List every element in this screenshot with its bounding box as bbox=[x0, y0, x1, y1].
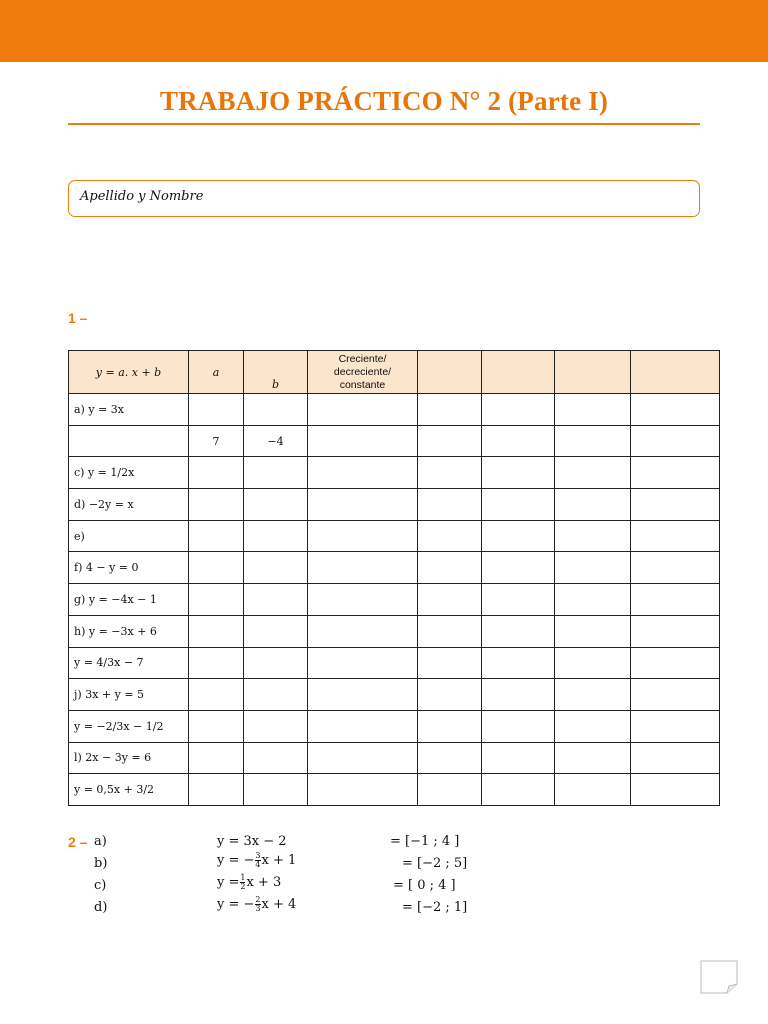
cell-extra-1 bbox=[418, 710, 482, 742]
header-crec: Creciente/ decreciente/ constante bbox=[308, 351, 418, 394]
row-label: a) y = 3x bbox=[69, 394, 189, 426]
item-letter: c) bbox=[94, 878, 107, 893]
cell-extra-3 bbox=[555, 552, 631, 584]
table-row bbox=[69, 552, 720, 584]
cell-extra-3 bbox=[555, 457, 631, 489]
item-equation bbox=[217, 834, 287, 849]
cell-extra-3 bbox=[555, 679, 631, 711]
cell-crec bbox=[308, 774, 418, 806]
row-label: y = 4/3x − 7 bbox=[69, 647, 189, 679]
cell-extra-2 bbox=[482, 425, 555, 457]
cell-b bbox=[244, 615, 308, 647]
table-row bbox=[69, 679, 720, 711]
cell-extra-3 bbox=[555, 425, 631, 457]
cell-extra-4 bbox=[631, 615, 720, 647]
equation-suffix: x + 1 bbox=[261, 853, 297, 868]
cell-extra-2 bbox=[482, 457, 555, 489]
row-label: c) y = 1/2x bbox=[69, 457, 189, 489]
fraction bbox=[255, 852, 260, 869]
cell-extra-1 bbox=[418, 679, 482, 711]
row-label: y = 0,5x + 3/2 bbox=[69, 774, 189, 806]
cell-extra-1 bbox=[418, 647, 482, 679]
cell-extra-3 bbox=[555, 394, 631, 426]
header-equation: y = a. x + b bbox=[69, 351, 189, 394]
table-row bbox=[69, 520, 720, 552]
table-row bbox=[69, 710, 720, 742]
cell-extra-4 bbox=[631, 457, 720, 489]
equation-suffix: x + 3 bbox=[246, 875, 282, 890]
cell-extra-2 bbox=[482, 584, 555, 616]
fraction bbox=[255, 896, 260, 913]
cell-extra-2 bbox=[482, 489, 555, 521]
cell-crec bbox=[308, 742, 418, 774]
cell-crec bbox=[308, 710, 418, 742]
cell-crec bbox=[308, 584, 418, 616]
item-interval: = [−1 ; 4 ] bbox=[390, 834, 460, 849]
cell-a bbox=[189, 520, 244, 552]
fraction-numerator: 3 bbox=[255, 851, 261, 860]
row-label: j) 3x + y = 5 bbox=[69, 679, 189, 711]
cell-extra-4 bbox=[631, 584, 720, 616]
cell-a bbox=[189, 489, 244, 521]
row-label: h) y = −3x + 6 bbox=[69, 615, 189, 647]
table-row bbox=[69, 615, 720, 647]
table-row bbox=[69, 425, 720, 457]
cell-b bbox=[244, 679, 308, 711]
cell-b bbox=[244, 710, 308, 742]
fraction bbox=[240, 874, 245, 891]
cell-extra-1 bbox=[418, 615, 482, 647]
cell-extra-1 bbox=[418, 394, 482, 426]
cell-extra-3 bbox=[555, 710, 631, 742]
table-row bbox=[69, 584, 720, 616]
cell-extra-2 bbox=[482, 394, 555, 426]
title-divider bbox=[68, 123, 700, 125]
cell-b: −4 bbox=[244, 425, 308, 457]
row-label: y = −2/3x − 1/2 bbox=[69, 710, 189, 742]
cell-extra-3 bbox=[555, 520, 631, 552]
table-header-row bbox=[69, 351, 720, 394]
header-band bbox=[0, 0, 768, 62]
fraction-numerator: 1 bbox=[240, 873, 246, 882]
cell-extra-1 bbox=[418, 552, 482, 584]
cell-extra-3 bbox=[555, 774, 631, 806]
item-letter: b) bbox=[94, 856, 108, 871]
cell-crec bbox=[308, 425, 418, 457]
cell-extra-2 bbox=[482, 742, 555, 774]
cell-extra-4 bbox=[631, 710, 720, 742]
row-label: d) −2y = x bbox=[69, 489, 189, 521]
cell-extra-1 bbox=[418, 520, 482, 552]
item-equation bbox=[217, 874, 281, 891]
cell-crec bbox=[308, 679, 418, 711]
cell-a bbox=[189, 457, 244, 489]
item-interval: = [ 0 ; 4 ] bbox=[393, 878, 456, 893]
cell-extra-3 bbox=[555, 584, 631, 616]
item-equation bbox=[217, 852, 296, 869]
cell-a bbox=[189, 679, 244, 711]
header-extra-3 bbox=[555, 351, 631, 394]
cell-crec bbox=[308, 489, 418, 521]
cell-extra-2 bbox=[482, 552, 555, 584]
cell-a bbox=[189, 552, 244, 584]
row-label: l) 2x − 3y = 6 bbox=[69, 742, 189, 774]
cell-a bbox=[189, 710, 244, 742]
cell-a bbox=[189, 584, 244, 616]
cell-b bbox=[244, 457, 308, 489]
cell-extra-2 bbox=[482, 710, 555, 742]
cell-crec bbox=[308, 394, 418, 426]
fraction-numerator: 2 bbox=[255, 895, 261, 904]
cell-extra-4 bbox=[631, 520, 720, 552]
header-extra-1 bbox=[418, 351, 482, 394]
cell-extra-4 bbox=[631, 774, 720, 806]
cell-extra-4 bbox=[631, 425, 720, 457]
cell-b bbox=[244, 647, 308, 679]
fraction-denominator: 4 bbox=[255, 860, 261, 869]
cell-extra-1 bbox=[418, 457, 482, 489]
cell-extra-2 bbox=[482, 647, 555, 679]
cell-crec bbox=[308, 647, 418, 679]
cell-extra-3 bbox=[555, 742, 631, 774]
cell-a bbox=[189, 394, 244, 426]
cell-b bbox=[244, 520, 308, 552]
cell-extra-3 bbox=[555, 489, 631, 521]
cell-crec bbox=[308, 520, 418, 552]
cell-b bbox=[244, 584, 308, 616]
cell-extra-2 bbox=[482, 615, 555, 647]
cell-extra-1 bbox=[418, 742, 482, 774]
item-equation bbox=[217, 896, 296, 913]
cell-b bbox=[244, 774, 308, 806]
item-letter: d) bbox=[94, 900, 108, 915]
table-row bbox=[69, 489, 720, 521]
table-row bbox=[69, 742, 720, 774]
equation-suffix: x + 4 bbox=[261, 897, 297, 912]
cell-extra-4 bbox=[631, 647, 720, 679]
item-letter: a) bbox=[94, 834, 107, 849]
cell-a: 7 bbox=[189, 425, 244, 457]
header-extra-2 bbox=[482, 351, 555, 394]
header-extra-4 bbox=[631, 351, 720, 394]
row-label: g) y = −4x − 1 bbox=[69, 584, 189, 616]
row-label: f) 4 − y = 0 bbox=[69, 552, 189, 584]
cell-b bbox=[244, 394, 308, 426]
exercise-1-table bbox=[68, 350, 720, 806]
cell-crec bbox=[308, 457, 418, 489]
equation-prefix: y = − bbox=[217, 897, 255, 912]
equation-prefix: y = bbox=[217, 875, 240, 890]
cell-a bbox=[189, 742, 244, 774]
cell-extra-1 bbox=[418, 584, 482, 616]
cell-a bbox=[189, 615, 244, 647]
equation-prefix: y = 3x − 2 bbox=[217, 834, 287, 849]
cell-extra-1 bbox=[418, 774, 482, 806]
cell-extra-1 bbox=[418, 489, 482, 521]
table-row bbox=[69, 394, 720, 426]
cell-extra-4 bbox=[631, 552, 720, 584]
row-label: e) bbox=[69, 520, 189, 552]
cell-a bbox=[189, 774, 244, 806]
exercise-1-number: 1 – bbox=[68, 310, 88, 326]
cell-b bbox=[244, 742, 308, 774]
table-row bbox=[69, 457, 720, 489]
cell-a bbox=[189, 647, 244, 679]
cell-extra-2 bbox=[482, 679, 555, 711]
cell-extra-1 bbox=[418, 425, 482, 457]
header-a: a bbox=[189, 351, 244, 394]
cell-crec bbox=[308, 615, 418, 647]
item-interval: = [−2 ; 5] bbox=[402, 856, 468, 871]
cell-extra-4 bbox=[631, 489, 720, 521]
cell-b bbox=[244, 552, 308, 584]
exercise-2-number: 2 – bbox=[68, 834, 88, 850]
name-field[interactable] bbox=[68, 180, 700, 217]
cell-extra-3 bbox=[555, 615, 631, 647]
table-row bbox=[69, 774, 720, 806]
cell-extra-2 bbox=[482, 520, 555, 552]
cell-extra-2 bbox=[482, 774, 555, 806]
cell-crec bbox=[308, 552, 418, 584]
cell-extra-4 bbox=[631, 394, 720, 426]
cell-b bbox=[244, 489, 308, 521]
item-interval: = [−2 ; 1] bbox=[402, 900, 468, 915]
header-b: b bbox=[244, 351, 308, 394]
cell-extra-3 bbox=[555, 647, 631, 679]
row-label bbox=[69, 425, 189, 457]
page-title: TRABAJO PRÁCTICO N° 2 (Parte I) bbox=[159, 86, 609, 116]
fraction-denominator: 2 bbox=[240, 882, 246, 891]
table-row bbox=[69, 647, 720, 679]
name-field-label: Apellido y Nombre bbox=[80, 189, 204, 204]
page-corner-icon bbox=[700, 960, 738, 994]
cell-extra-4 bbox=[631, 679, 720, 711]
cell-extra-4 bbox=[631, 742, 720, 774]
equation-prefix: y = − bbox=[217, 853, 255, 868]
fraction-denominator: 3 bbox=[255, 904, 261, 913]
